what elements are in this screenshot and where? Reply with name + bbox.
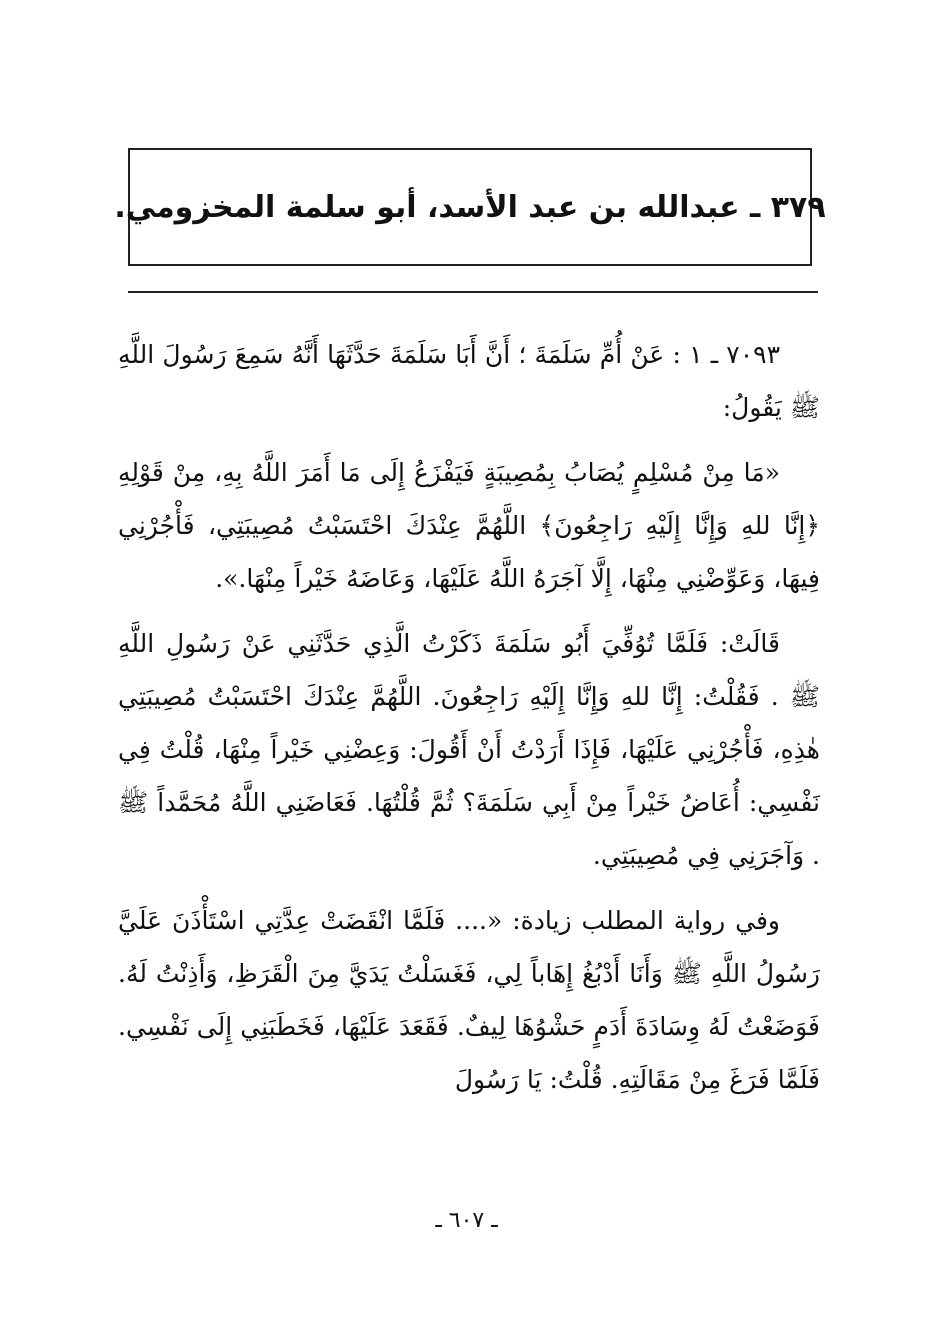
page-number: ـ ٦٠٧ ـ bbox=[435, 1208, 498, 1233]
chapter-title: ٣٧٩ ـ عبدالله بن عبد الأسد، أبو سلمة المخزومي. bbox=[114, 189, 826, 225]
body-text bbox=[118, 328, 820, 1118]
narration-paragraph: قَالَتْ: فَلَمَّا تُوُفِّيَ أَبُو سَلَمَةَ ذَكَرْتُ الَّذِي حَدَّثَنِي عَنْ رَسُولِ اللَّهِ ﷺ . فَقُلْتُ: إِنَّا للهِ وَإِنَّا إِلَيْهِ رَاجِعُونَ. اللَّهُمَّ عِنْدَكَ احْتَسَبْتُ مُصِيبَتِي هٰذِهِ، فَأْجُرْنِي عَلَيْهَا، فَإِذَا أَرَدْتُ أَنْ أَقُولَ: وَعِضْنِي خَيْراً مِنْهَا، قُلْتُ فِي نَفْسِي: أُعَاضُ خَيْراً مِنْ أَبِي سَلَمَةَ؟ ثُمَّ قُلْتُهَا. فَعَاضَنِي اللَّهُ مُحَمَّداً ﷺ . وَآجَرَنِي فِي مُصِيبَتِي. bbox=[118, 629, 820, 870]
separator-rule bbox=[128, 291, 818, 293]
hadith-intro-paragraph: ٧٠٩٣ ـ ١ : عَنْ أُمِّ سَلَمَةَ ؛ أَنَّ أَبَا سَلَمَةَ حَدَّثَهَا أَنَّهُ سَمِعَ رَسُولَ اللَّهِ ﷺ يَقُولُ: bbox=[118, 340, 820, 422]
chapter-title-box bbox=[114, 148, 826, 266]
hadith-quote-paragraph: «مَا مِنْ مُسْلِمٍ يُصَابُ بِمُصِيبَةٍ فَيَفْزَعُ إِلَى مَا أَمَرَ اللَّهُ بِهِ، مِنْ قَوْلِهِ ﴿إِنَّا للهِ وَإِنَّا إِلَيْهِ رَاجِعُونَ﴾ اللَّهُمَّ عِنْدَكَ احْتَسَبْتُ مُصِيبَتِي، فَأْجُرْنِي فِيهَا، وَعَوِّضْنِي مِنْهَا، إِلَّا آجَرَهُ اللَّهُ عَلَيْهَا، وَعَاضَهُ خَيْراً مِنْهَا.». bbox=[118, 458, 820, 593]
additional-narration-paragraph: وفي رواية المطلب زيادة: «.... فَلَمَّا انْقَضَتْ عِدَّتِي اسْتَأْذَنَ عَلَيَّ رَسُولُ اللَّهِ ﷺ وَأَنَا أَدْبُغُ إِهَاباً لِي، فَغَسَلْتُ يَدَيَّ مِنَ الْقَرَظِ، وَأَذِنْتُ لَهُ. فَوَضَعْتُ لَهُ وِسَادَةَ أَدَمٍ حَشْوُهَا لِيفٌ. فَقَعَدَ عَلَيْهَا، فَخَطَبَنِي إِلَى نَفْسِي. فَلَمَّا فَرَغَ مِنْ مَقَالَتِهِ. قُلْتُ: يَا رَسُولَ bbox=[118, 906, 820, 1094]
